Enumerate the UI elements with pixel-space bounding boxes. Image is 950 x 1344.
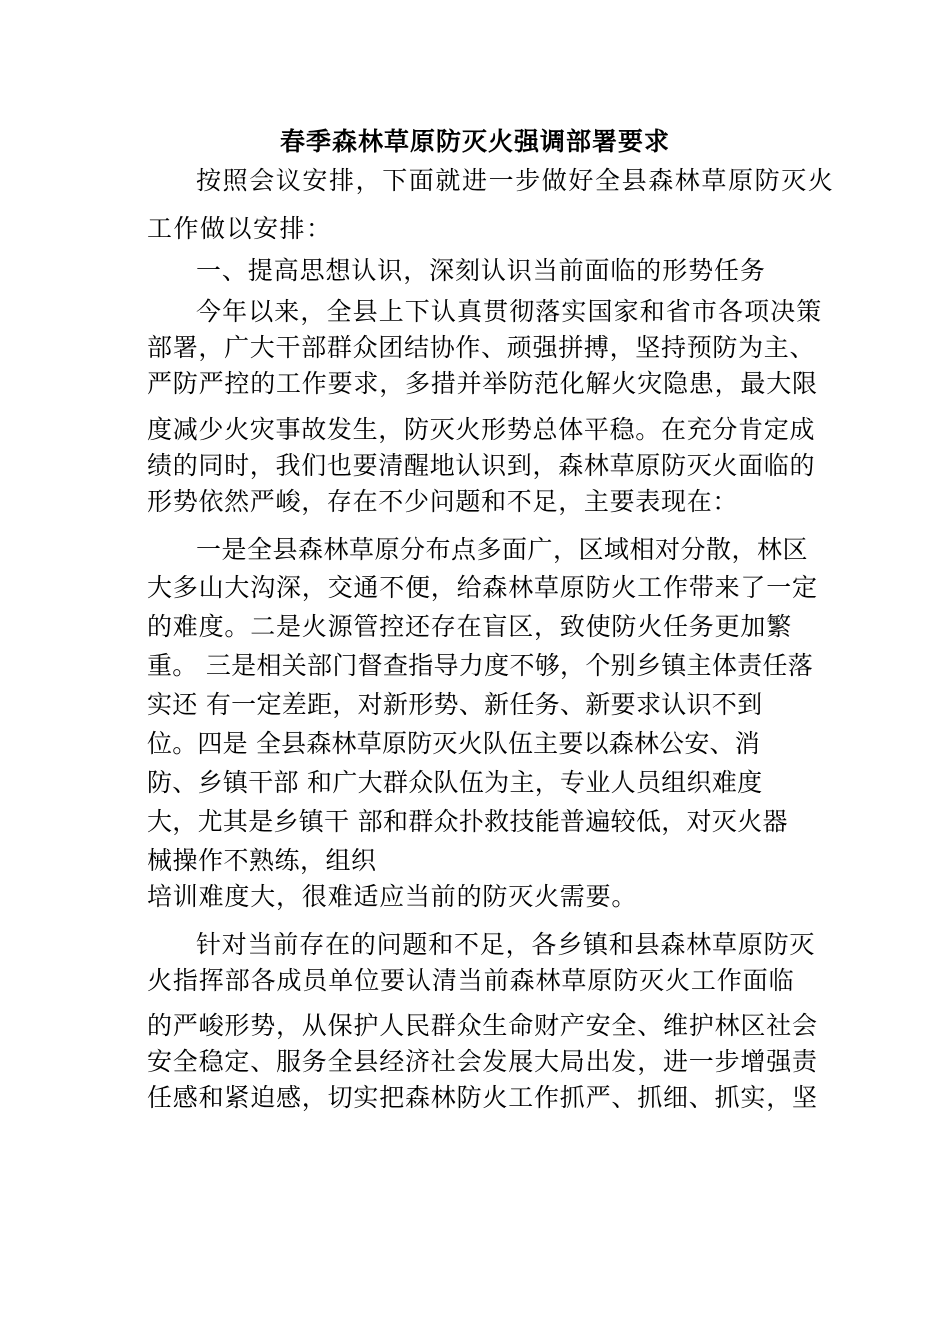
text-line: 按照会议安排，下面就进一步做好全县森林草原防灭火 [196, 166, 835, 195]
text-line: 大多山大沟深，交通不便，给森林草原防火工作带来了一定 [147, 573, 818, 602]
text-line: 防、乡镇干部 和广大群众队伍为主，专业人员组织难度 [147, 768, 763, 797]
section-heading: 一、提高思想认识，深刻认识当前面临的形势任务 [196, 256, 766, 285]
text-line: 的难度。二是火源管控还存在盲区，致使防火任务更加繁 [147, 612, 793, 641]
text-line: 重。 三是相关部门督查指导力度不够，个别乡镇主体责任落 [147, 651, 814, 680]
text-line: 培训难度大，很难适应当前的防灭火需要。 [147, 882, 638, 911]
document-title: 春季森林草原防灭火强调部署要求 [279, 127, 670, 156]
text-line: 形势依然严峻，存在不少问题和不足，主要表现在： [147, 487, 739, 516]
text-line: 针对当前存在的问题和不足，各乡镇和县森林草原防灭 [196, 930, 816, 959]
text-line: 实还 有一定差距，对新形势、新任务、新要求认识不到 [147, 690, 763, 719]
text-line: 今年以来，全县上下认真贯彻落实国家和省市各项决策 [196, 297, 823, 326]
text-line: 安全稳定、服务全县经济社会发展大局出发，进一步增强责 [147, 1047, 818, 1076]
text-line: 部署，广大干部群众团结协作、顽强拼搏，坚持预防为主、 [147, 333, 816, 362]
text-line: 的严峻形势，从保护人民群众生命财产安全、维护林区社会 [147, 1011, 818, 1040]
text-line: 度减少火灾事故发生，防灭火形势总体平稳。在充分肯定成 [147, 415, 816, 444]
text-line: 绩的同时，我们也要清醒地认识到，森林草原防灭火面临的 [147, 451, 816, 480]
text-line: 任感和紧迫感，切实把森林防火工作抓严、抓细、抓实，坚 [147, 1083, 818, 1112]
text-line: 大，尤其是乡镇干 部和群众扑救技能普遍较低，对灭火器 [147, 807, 788, 836]
text-line: 火指挥部各成员单位要认清当前森林草原防灭火工作面临 [147, 966, 795, 995]
text-line: 严防严控的工作要求，多措并举防范化解火灾隐患，最大限 [147, 369, 818, 398]
text-line: 位。四是 全县森林草原防灭火队伍主要以森林公安、消 [147, 729, 760, 758]
text-line: 械操作不熟练，组织 [147, 846, 377, 875]
text-line: 一是全县森林草原分布点多面广，区域相对分散，林区 [196, 535, 809, 564]
text-line: 工作做以安排： [147, 214, 333, 243]
